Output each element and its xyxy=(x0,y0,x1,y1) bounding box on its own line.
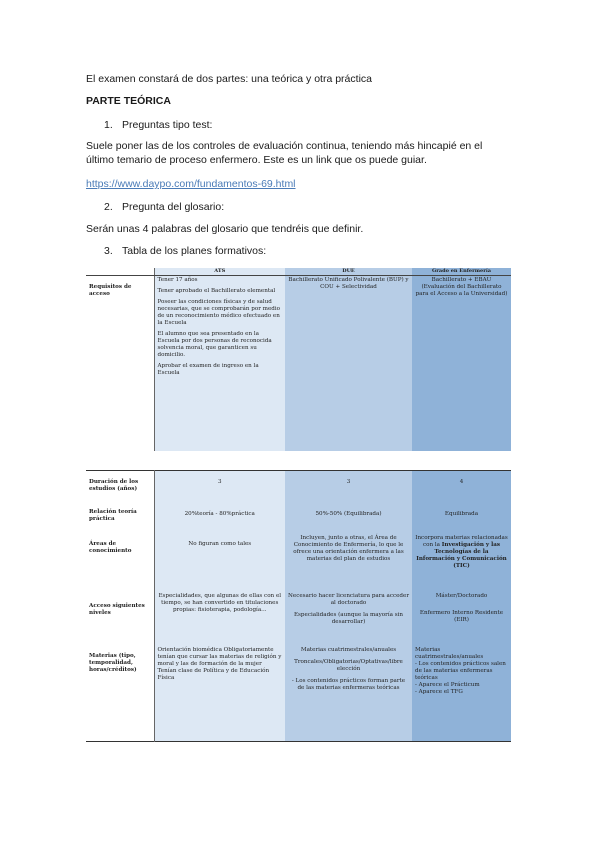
cell-due-areas: Incluyen, junto a otras, el Área de Conocimiento de Enfermería, lo que le ofrece una orientación enfermera a las materias del plan de estudios xyxy=(285,531,412,587)
cell-text: El alumno que sea presentado en la Escuela por dos personas de reconocida solvencia moral, que garanticen su domicilio. xyxy=(157,331,272,358)
cell-ats-requisitos xyxy=(154,276,285,452)
cell-text: Tener 17 años xyxy=(157,277,198,283)
plans-table-rows xyxy=(86,470,511,742)
row-label-acceso: Acceso siguientes niveles xyxy=(86,587,154,637)
cell-due-requisitos: Bachillerato Unificado Polivalente (BUP) y COU + Selectividad xyxy=(285,276,412,452)
cell-text: Especialidades (aunque la mayoría sin desarrollar) xyxy=(293,611,404,625)
list-label: Pregunta del glosario: xyxy=(122,201,225,213)
table-header-empty xyxy=(86,268,154,276)
list-item-2 xyxy=(104,200,224,214)
list-label: Tabla de los planes formativos: xyxy=(122,245,267,257)
cell-due-relacion: 50%-50% (Equilibrada) xyxy=(285,501,412,531)
cell-text: - Aparece el Prácticum xyxy=(415,681,480,688)
cell-text: Incorpora materias relacionadas con la xyxy=(415,534,508,548)
cell-text: - Los contenidos prácticos forman parte de las materias enfermeras teóricas xyxy=(291,677,406,691)
table-header-grado: Grado en Enfermería xyxy=(412,268,511,276)
intro-text: El examen constará de dos partes: una teórica y otra práctica xyxy=(86,73,372,85)
list-number: 1. xyxy=(104,119,113,131)
cell-text: Necesario hacer licenciatura para acceder al doctorado xyxy=(288,592,409,606)
paragraph-1 xyxy=(86,139,518,167)
cell-ats-acceso: Especialidades, que algunas de ellas con el tiempo, se han convertido en titulaciones propias: fisioterapia, podología... xyxy=(154,587,285,637)
list-item-3 xyxy=(104,244,266,258)
daypo-link[interactable]: https://www.daypo.com/fundamentos-69.html xyxy=(86,178,296,190)
paragraph-line: Suele poner las de los controles de evaluación continua, teniendo más hincapié en el xyxy=(86,140,483,152)
cell-grado-requisitos: Bachillerato + EBAU (Evaluación del Bachillerato para el Acceso a la Universidad) xyxy=(412,276,511,452)
cell-grado-materias xyxy=(412,637,511,742)
cell-text: Materias cuatrimestrales/anuales xyxy=(415,646,484,660)
cell-grado-duracion: 4 xyxy=(412,471,511,501)
row-label-materias: Materias (tipo, temporalidad, horas/créditos) xyxy=(86,637,154,742)
row-label-requisitos: Requisitos de acceso xyxy=(86,276,154,452)
table-header-ats: ATS xyxy=(154,268,285,276)
cell-ats-duracion: 3 xyxy=(154,471,285,501)
cell-text: - Los contenidos prácticos salen de las materias enfermeras teóricas xyxy=(415,660,506,681)
cell-ats-materias: Orientación biomédica Obligatoriamente tenían que cursar las materias de religión y moral y las de formación de la mujer Tenían clase de Política y de Educación Física xyxy=(154,637,285,742)
plans-table-header-part xyxy=(86,268,511,451)
cell-text: Troncales/Obligatorias/Optativas/libre elección xyxy=(294,658,403,672)
cell-grado-acceso xyxy=(412,587,511,637)
cell-text: Máster/Doctorado xyxy=(435,592,488,599)
cell-ats-areas: No figuran como tales xyxy=(154,531,285,587)
section-title: PARTE TEÓRICA xyxy=(86,95,171,107)
cell-text: Poseer las condiciones físicas y de salud necesarias, que se comprobarán por medio de un reconocimiento médico efectuado en la Escuela xyxy=(157,299,281,326)
paragraph-line: último temario de proceso enfermero. Este es un link que os puede guiar. xyxy=(86,154,427,166)
cell-grado-relacion: Equilibrada xyxy=(412,501,511,531)
cell-text: - Aparece el TFG xyxy=(415,688,463,695)
cell-grado-areas xyxy=(412,531,511,587)
cell-text: Aprobar el examen de ingreso en la Escuela xyxy=(157,363,259,376)
paragraph-2: Serán unas 4 palabras del glosario que tendréis que definir. xyxy=(86,223,364,235)
row-label-duracion: Duración de los estudios (años) xyxy=(86,471,154,501)
list-label: Preguntas tipo test: xyxy=(122,119,213,131)
table-header-due: DUE xyxy=(285,268,412,276)
row-label-relacion: Relación teoría práctica xyxy=(86,501,154,531)
cell-ats-relacion: 20%teoría - 80%práctica xyxy=(154,501,285,531)
cell-text: Materias cuatrimestrales/anuales xyxy=(300,646,397,653)
row-label-areas: Áreas de conocimiento xyxy=(86,531,154,587)
cell-text-bold: Investigación y las Tecnologías de la Información y Comunicación (TIC) xyxy=(416,541,507,569)
list-item-1 xyxy=(104,118,212,132)
cell-due-materias xyxy=(285,637,412,742)
list-number: 2. xyxy=(104,201,113,213)
cell-text: Enfermero Interno Residente (EIR) xyxy=(419,609,504,623)
cell-due-acceso xyxy=(285,587,412,637)
cell-text: Tener aprobado el Bachillerato elemental xyxy=(157,288,276,294)
list-number: 3. xyxy=(104,245,113,257)
cell-due-duracion: 3 xyxy=(285,471,412,501)
